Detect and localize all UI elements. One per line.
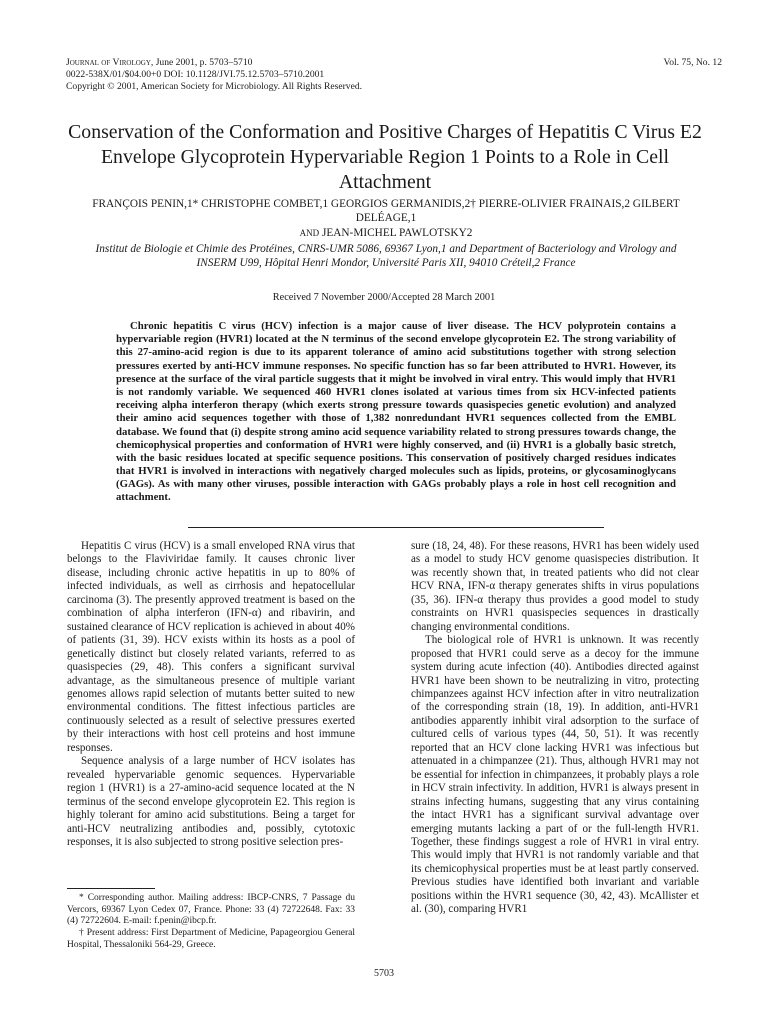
volume-number: Vol. 75, No. 12	[663, 57, 722, 68]
body-paragraph: Hepatitis C virus (HCV) is a small enveloped RNA virus that belongs to the Flaviviridae family. It causes chronic liver disease, including chronic active hepatitis in up to 80% of infected individuals, as well as cirrhosis and hepatocellular carcinoma (3). The presently approved treatment is based on the combination of alpha interferon (IFN-α) and ribavirin, and sustained clearance of HCV replication is achieved in about 40% of patients (31, 39). HCV exists within its hosts as a pool of genetically distinct but closely related variants, referred to as quasispecies (29, 48). This confers a significant survival advantage, as the simultaneous presence of multiple variant genomes allows rapid selection of mutants better suited to new environmental conditions. The fittest infectious particles are continuously selected as a result of selective pressures exerted by their interactions with host cell proteins and host immune responses.	[67, 540, 355, 754]
author-list	[80, 197, 692, 240]
abstract: Chronic hepatitis C virus (HCV) infection is a major cause of liver disease. The HCV polyprotein contains a hypervariable region (HVR1) located at the N terminus of the second envelope glycoprotein E2. The strong variability of this 27-amino-acid region is due to its apparent tolerance of amino acid substitutions together with strong selection pressures exerted by anti-HCV immune responses. No specific function has so far been attributed to HVR1. However, its presence at the surface of the viral particle suggests that it might be involved in viral entry. This would imply that HVR1 is not randomly variable. We sequenced 460 HVR1 clones isolated at various times from six HCV-infected patients receiving alpha interferon therapy (which exerts strong pressure towards quasispecies genetic evolution) and analyzed their amino acid sequences together with those of 1,382 nonredundant HVR1 sequences collected from the EMBL database. We found that (i) despite strong amino acid sequence variability related to strong pressures towards change, the chemicophysical properties and conformation of HVR1 were highly conserved, and (ii) HVR1 is a globally basic stretch, with the basic residues located at specific sequence positions. This conservation of positively charged residues indicates that HVR1 is involved in interactions with negatively charged molecules such as lipids, proteins, or glycosaminoglycans (GAGs). As with many other viruses, possible interaction with GAGs probably plays a role in host cell recognition and attachment.	[116, 320, 676, 504]
journal-issue-info: , June 2001, p. 5703–5710	[150, 57, 253, 68]
page-number: 5703	[374, 968, 394, 979]
footnotes	[67, 888, 355, 952]
footnote-present-address: † Present address: First Department of Medicine, Papageorgiou General Hospital, Thessaloniki 564-29, Greece.	[67, 928, 355, 950]
body-paragraph: sure (18, 24, 48). For these reasons, HVR1 has been widely used as a model to study HCV genome quasispecies distribution. It was recently shown that, in treated patients who did not clear HCV RNA, IFN-α therapy generates shifts in virus populations (35, 36). IFN-α therapy thus provides a good model to study constraints on HVR1 quasispecies sequences in drastically changing environmental conditions.	[411, 540, 699, 633]
received-accepted-dates: Received 7 November 2000/Accepted 28 March 2001	[272, 292, 496, 303]
journal-citation-line	[66, 57, 722, 69]
body-paragraph: The biological role of HVR1 is unknown. It was recently proposed that HVR1 could serve as a decoy for the immune system during acute infection (40). Antibodies directed against HVR1 have been shown to be neutralizing in vitro, protecting chimpanzees against HCV infection after in vitro neutralization of the corresponding strain (18, 19). In addition, anti-HVR1 antibodies apparently inhibit viral adsorption to the surface of cultured cells of various types (44, 50, 51). It was recently reported that an HCV clone lacking HVR1 was infectious but attenuated in a chimpanzee (21). Thus, although HVR1 may not be essential for infection in chimpanzees, it probably plays a role in HCV strain infectivity. In addition, HVR1 is always present in strains infecting humans, suggesting that any virus containing the intact HVR1 has a significant survival advantage over emerging mutants lacking a part of or the full-length HVR1. Together, these findings suggest a role of HVR1 in viral entry. This would imply that HVR1 is not randomly variable and that its chemicophysical properties must be at least partly conserved. Previous studies have identified both invariant and variable positions within the HVR1 sequence (30, 42, 43). McAllister et al. (30), comparing HVR1	[411, 634, 699, 916]
body-paragraph: Sequence analysis of a large number of HCV isolates has revealed hypervariable genomic sequences. Hypervariable region 1 (HVR1) is a 27-amino-acid sequence located at the N terminus of the second envelope glycoprotein E2. This region is highly tolerant for amino acid substitutions. Being a target for anti-HCV neutralizing antibodies and, possibly, cytotoxic responses, it is also subjected to strong positive selection pres-	[67, 755, 355, 848]
body-column-right	[411, 540, 699, 917]
issn-doi: 0022-538X/01/$04.00+0 DOI: 10.1128/JVI.75.12.5703–5710.2001	[66, 69, 325, 80]
footnote-corresponding-author: * Corresponding author. Mailing address: IBCP-CNRS, 7 Passage du Vercors, 69367 Lyon Cedex 07, France. Phone: 33 (4) 72722648. Fax: 33 (4) 72722604. E-mail: f.penin@ibcp.fr.	[67, 893, 355, 927]
copyright-notice: Copyright © 2001, American Society for Microbiology. All Rights Reserved.	[66, 81, 363, 92]
abstract-divider	[188, 527, 604, 528]
last-author: JEAN-MICHEL PAWLOTSKY2	[321, 226, 473, 239]
authors-and: AND	[299, 227, 320, 238]
article-title: Conservation of the Conformation and Positive Charges of Hepatitis C Virus E2 Envelope Glycoprotein Hypervariable Region 1 Points to a Role in Cell Attachment	[68, 121, 702, 193]
affiliations: Institut de Biologie et Chimie des Protéines, CNRS-UMR 5086, 69367 Lyon,1 and Department of Bacteriology and Virology and INSERM U99, Hôpital Henri Mondor, Université Paris XII, 94010 Créteil,2 France	[95, 243, 677, 269]
body-column-left	[67, 540, 355, 849]
authors-last-line	[80, 226, 692, 240]
footnote-divider	[67, 888, 155, 889]
journal-name: Journal of Virology	[66, 57, 151, 68]
authors-line: FRANÇOIS PENIN,1* CHRISTOPHE COMBET,1 GEORGIOS GERMANIDIS,2† PIERRE-OLIVIER FRAINAIS,2 GILBERT DELÉAGE,1	[92, 198, 680, 225]
journal-header	[66, 57, 722, 93]
